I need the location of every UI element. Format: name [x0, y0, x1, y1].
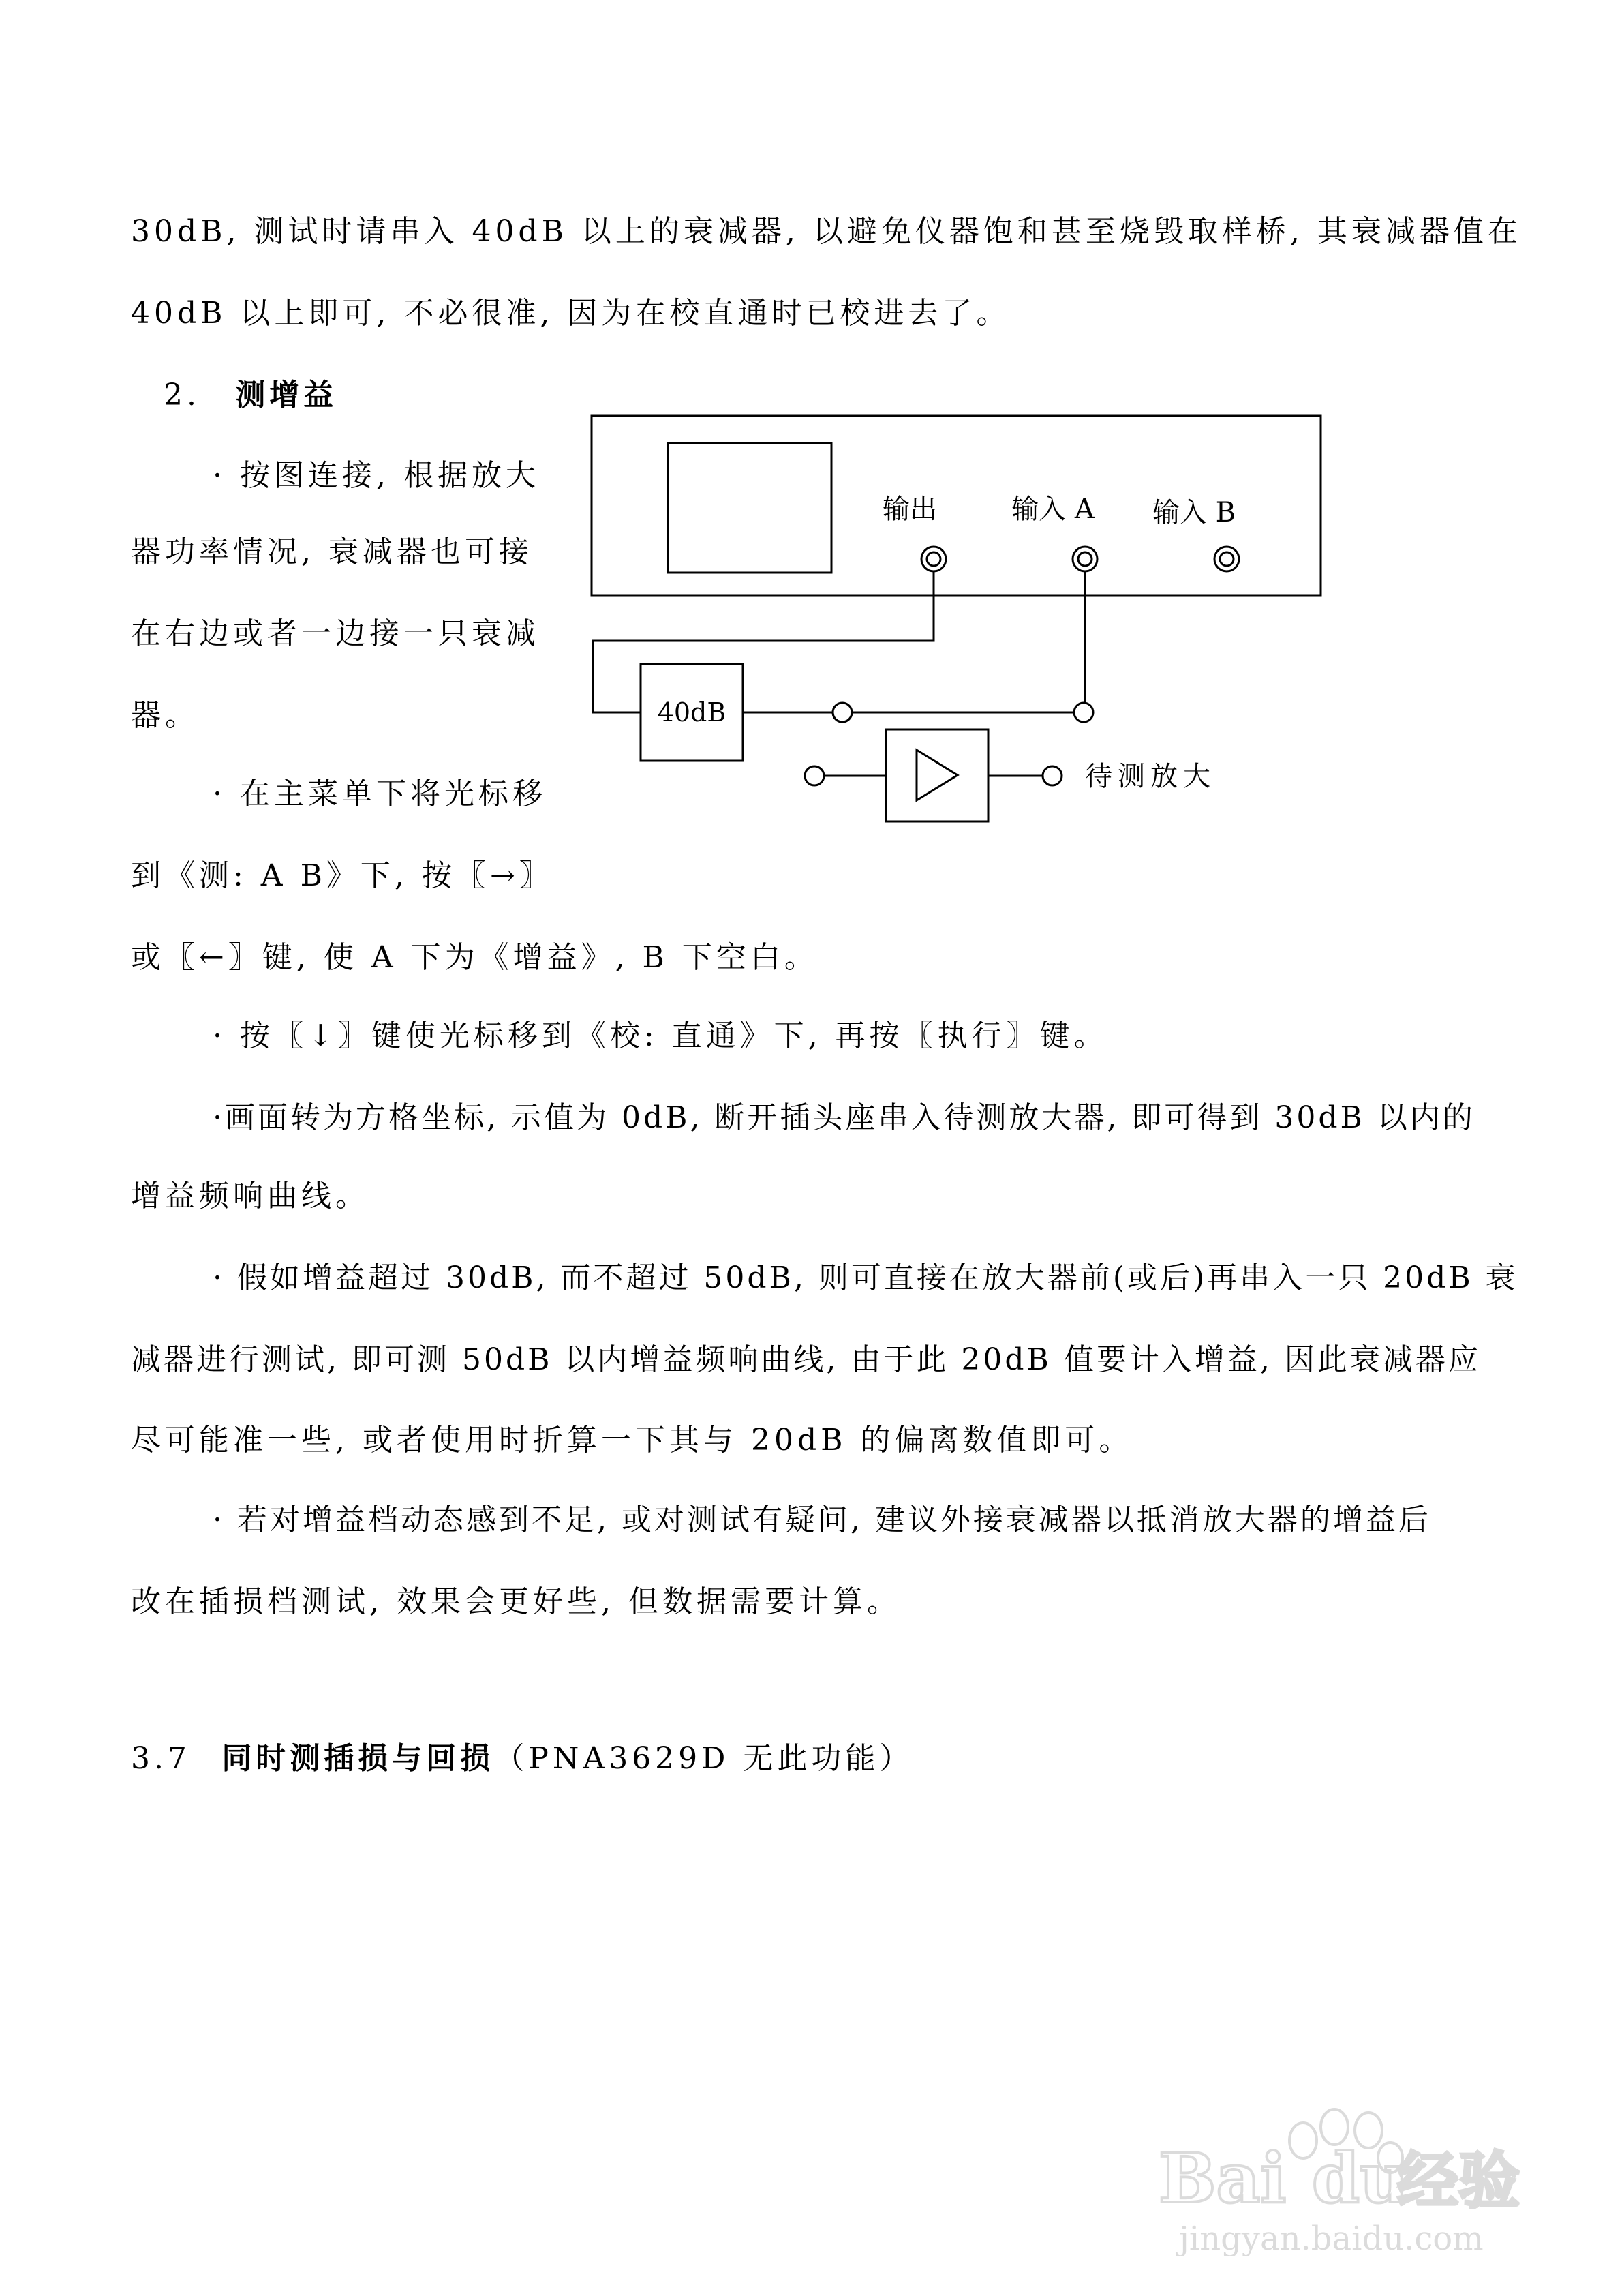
section-2-heading [164, 375, 337, 416]
body-line-3: ·画面转为方格坐标, 示值为 0dB, 断开插头座串入待测放大器, 即可得到 30dB 以内的 [213, 1100, 1475, 1135]
port-output-label: 输出 [883, 494, 937, 525]
watermark-brand-du: du [1312, 2138, 1409, 2218]
port-input-a-connector [1073, 547, 1097, 571]
section-2-number: 2. [164, 378, 200, 412]
watermark-brand: Bai [1159, 2138, 1287, 2218]
bullet-connect-line-3: 在右边或者一边接一只衰减 [131, 616, 540, 651]
section-2-title: 测增益 [235, 378, 338, 412]
output-cable [593, 571, 934, 712]
port-output-connector [921, 547, 946, 571]
body-line-1: 或〖←〗键, 使 A 下为《增益》, B 下空白。 [131, 940, 818, 975]
body-line-4: 增益频响曲线。 [131, 1179, 369, 1213]
bullet-menu-line-2: 到《测: A B》下, 按〖→〗 [131, 858, 553, 893]
connection-diagram [572, 402, 1349, 852]
body-line-9: 改在插损档测试, 效果会更好些, 但数据需要计算。 [131, 1584, 901, 1619]
dut-input-connector [805, 766, 824, 785]
bullet-connect-line-1: · 按图连接, 根据放大 [213, 458, 540, 493]
body-line-7: 尽可能准一些, 或者使用时折算一下其与 20dB 的偏离数值即可。 [131, 1423, 1133, 1457]
bullet-connect-line-2: 器功率情况, 衰减器也可接 [131, 534, 533, 569]
watermark-url: jingyan.baidu.com [1179, 2220, 1484, 2256]
baidu-jingyan-watermark [1152, 2100, 1533, 2256]
paragraph-line-1: 30dB, 测试时请串入 40dB 以上的衰减器, 以避免仪器饱和甚至烧毁取样桥, 其衰减器值在 [131, 214, 1522, 249]
section-37-title: 同时测插损与回损 [221, 1741, 495, 1776]
dut-output-connector [1043, 766, 1062, 785]
instrument-screen [668, 443, 831, 573]
section-37-heading [131, 1738, 913, 1779]
bullet-menu-line-1: · 在主菜单下将光标移 [213, 776, 547, 811]
watermark-cn: 经验 [1397, 2145, 1520, 2217]
bullet-connect-line-4: 器。 [131, 698, 199, 733]
body-line-6: 减器进行测试, 即可测 50dB 以内增益频响曲线, 由于此 20dB 值要计入增益, 因此衰减器应 [131, 1342, 1481, 1377]
body-line-2: · 按〖↓〗键使光标移到《校: 直通》下, 再按〖执行〗键。 [213, 1018, 1108, 1053]
dut-label: 待测放大 [1085, 761, 1216, 792]
paragraph-line-2: 40dB 以上即可, 不必很准, 因为在校直通时已校进去了。 [131, 296, 1011, 331]
port-input-b-label: 输入 B [1152, 497, 1236, 528]
section-37-number: 3.7 [131, 1741, 191, 1776]
attenuator-label: 40dB [657, 697, 726, 727]
section-37-note: （PNA3629D 无此功能） [494, 1741, 914, 1776]
amplifier-triangle-icon [917, 750, 958, 800]
body-line-5: · 假如增益超过 30dB, 而不超过 50dB, 则可直接在放大器前(或后)再串入一只 20dB 衰 [213, 1260, 1518, 1295]
input-a-cable-connector [1074, 703, 1093, 722]
port-input-b-connector [1214, 547, 1239, 571]
amplifier-box [886, 729, 988, 821]
attenuator-out-connector [833, 703, 852, 722]
body-line-8: · 若对增益档动态感到不足, 或对测试有疑问, 建议外接衰减器以抵消放大器的增益后 [213, 1502, 1431, 1537]
port-input-a-label: 输入 A [1011, 494, 1095, 525]
